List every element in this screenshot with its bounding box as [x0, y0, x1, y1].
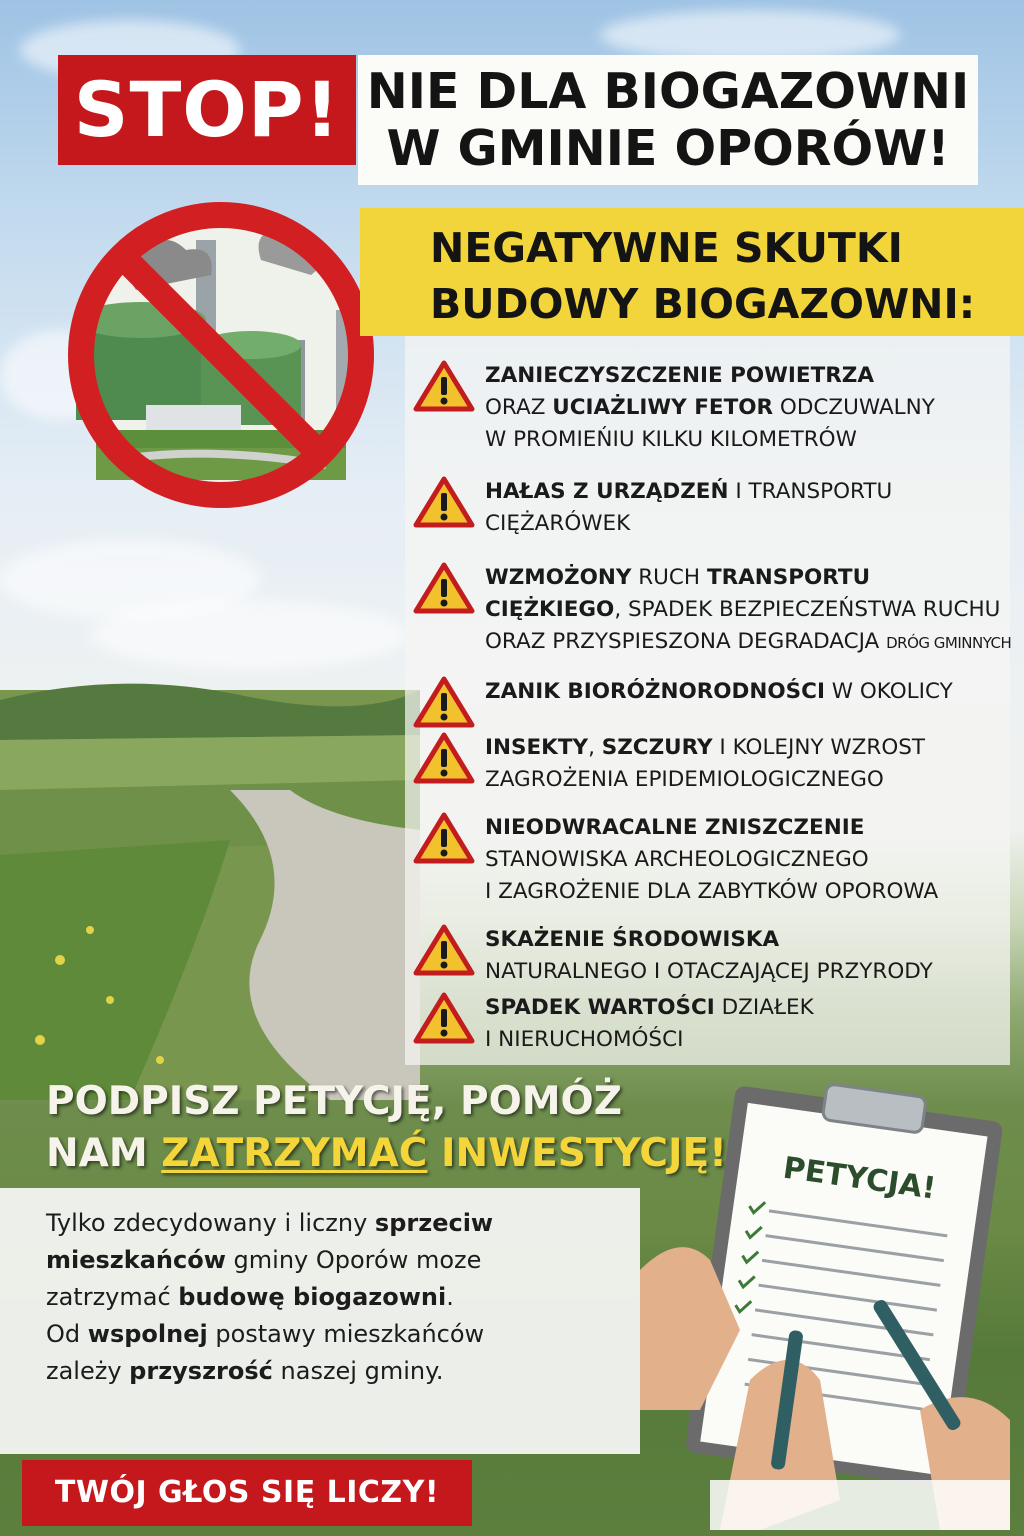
- warning-icon: [413, 992, 475, 1044]
- petition-clipboard-icon: [640, 1080, 1020, 1530]
- effect-segment: SZCZURY: [601, 735, 713, 760]
- effect-line: [485, 924, 1024, 956]
- body-segment: .: [446, 1283, 454, 1311]
- effect-line: [485, 562, 1024, 594]
- effect-text: [485, 812, 1024, 908]
- effect-segment: ORAZ PRZYSPIESZONA DEGRADACJA: [485, 629, 887, 654]
- effect-text: [485, 562, 1024, 659]
- effects-heading-line-1: NEGATYWNE SKUTKI: [430, 224, 903, 272]
- effect-segment: , SPADEK BEZPIECZEŃSTWA RUCHU: [614, 597, 1001, 622]
- body-segment: przyszrość: [129, 1357, 273, 1385]
- body-segment: sprzeciw: [374, 1209, 494, 1237]
- body-segment: zatrzymać: [46, 1283, 179, 1311]
- effect-segment: NATURALNEGO I OTACZAJĄCEJ PRZYRODY: [485, 959, 933, 984]
- petition-heading-line-1: PODPISZ PETYCJĘ, POMÓŻ: [46, 1079, 622, 1124]
- stop-label: STOP!: [58, 55, 356, 165]
- effect-segment: STANOWISKA ARCHEOLOGICZNEGO: [485, 847, 869, 872]
- petition-heading-part-b: INWESTYCJĘ!: [427, 1131, 727, 1176]
- warning-icon: [413, 360, 475, 412]
- effect-segment: DRÓG GMINNYCH: [886, 634, 1012, 652]
- effect-text: [485, 676, 1024, 708]
- effect-segment: UCIAŻLIWY FETOR: [552, 395, 774, 420]
- effect-segment: W OKOLICY: [824, 679, 953, 704]
- effect-line: [485, 876, 1024, 908]
- body-text: [46, 1205, 606, 1390]
- effect-line: [485, 594, 1024, 626]
- effect-segment: HAŁAS Z URZĄDZEŃ: [485, 479, 729, 504]
- body-line: [46, 1205, 606, 1242]
- effects-heading-line-2: BUDOWY BIOGAZOWNI:: [430, 280, 976, 328]
- body-segment: Od: [46, 1320, 88, 1348]
- effect-segment: INSEKTY: [485, 735, 589, 760]
- effect-segment: I ZAGROŻENIE DLA ZABYTKÓW OPOROWA: [485, 879, 939, 904]
- cta-banner: TWÓJ GŁOS SIĘ LICZY!: [22, 1460, 472, 1526]
- effect-segment: ZANIECZYSZCZENIE POWIETRZA: [485, 363, 875, 388]
- effect-text: [485, 360, 1024, 456]
- effect-segment: SPADEK WARTOŚCI: [485, 995, 715, 1020]
- effect-segment: I KOLEJNY WZROST: [712, 735, 926, 760]
- title-line-2: W GMINIE OPORÓW!: [386, 120, 950, 177]
- effect-segment: ,: [588, 735, 602, 760]
- effect-segment: SKAŻENIE ŚRODOWISKA: [485, 927, 780, 952]
- effect-line: [485, 844, 1024, 876]
- effect-line: [485, 992, 1024, 1024]
- effect-segment: WZMOŻONY: [485, 565, 632, 590]
- body-segment: zależy: [46, 1357, 130, 1385]
- effect-segment: I NIERUCHOMÓŚCI: [485, 1027, 684, 1052]
- warning-icon: [413, 676, 475, 728]
- effect-line: [485, 1024, 1024, 1056]
- body-segment: mieszkańców: [46, 1246, 226, 1274]
- landscape-illustration: [0, 640, 420, 1100]
- body-segment: Tylko zdecydowany i liczny: [46, 1209, 375, 1237]
- effect-line: [485, 812, 1024, 844]
- effect-segment: ZANIK BIORÓŻNORODNOŚCI: [485, 679, 825, 704]
- warning-icon: [413, 732, 475, 784]
- body-line: [46, 1353, 606, 1390]
- body-segment: naszej gminy.: [272, 1357, 444, 1385]
- body-segment: postawy mieszkańców: [207, 1320, 485, 1348]
- body-line: [46, 1242, 606, 1279]
- effect-line: [485, 424, 1024, 456]
- effect-line: [485, 476, 1024, 508]
- effect-segment: TRANSPORTU: [706, 565, 871, 590]
- effect-text: [485, 924, 1024, 988]
- body-line: [46, 1316, 606, 1353]
- effect-line: [485, 676, 1024, 708]
- effect-line: [485, 360, 1024, 392]
- effect-segment: CIĘŻKIEGO: [485, 597, 615, 622]
- effect-text: [485, 476, 1024, 540]
- effect-segment: RUCH: [631, 565, 707, 590]
- effect-line: [485, 732, 1024, 764]
- warning-icon: [413, 562, 475, 614]
- effect-segment: NIEODWRACALNE ZNISZCZENIE: [485, 815, 865, 840]
- effects-heading: [360, 208, 1024, 336]
- title-line-1: NIE DLA BIOGAZOWNI: [366, 63, 970, 120]
- effect-segment: ORAZ: [485, 395, 553, 420]
- body-segment: gminy Oporów moze: [225, 1246, 482, 1274]
- body-line: [46, 1279, 606, 1316]
- petition-heading-part-a: NAM: [46, 1131, 162, 1176]
- effect-line: [485, 508, 1024, 540]
- warning-icon: [413, 812, 475, 864]
- effect-line: [485, 626, 1024, 659]
- effect-segment: W PROMIEŃIU KILKU KILOMETRÓW: [485, 427, 857, 452]
- no-biogas-plant-icon: [36, 190, 406, 520]
- effect-segment: ODCZUWALNY: [773, 395, 935, 420]
- petition-heading-highlight: ZATRZYMAĆ: [161, 1131, 428, 1176]
- body-segment: budowę biogazowni: [178, 1283, 447, 1311]
- effect-segment: I TRANSPORTU: [728, 479, 893, 504]
- effect-text: [485, 992, 1024, 1056]
- effect-line: [485, 956, 1024, 988]
- effect-segment: CIĘŻARÓWEK: [485, 511, 631, 536]
- page-title: [358, 55, 978, 185]
- warning-icon: [413, 476, 475, 528]
- effect-line: [485, 764, 1024, 796]
- effect-segment: DZIAŁEK: [714, 995, 814, 1020]
- effect-line: [485, 392, 1024, 424]
- body-segment: wspolnej: [87, 1320, 208, 1348]
- warning-icon: [413, 924, 475, 976]
- effect-text: [485, 732, 1024, 796]
- effect-segment: ZAGROŻENIA EPIDEMIOLOGICZNEGO: [485, 767, 884, 792]
- clipboard-title: PETYCJA!: [780, 1150, 938, 1207]
